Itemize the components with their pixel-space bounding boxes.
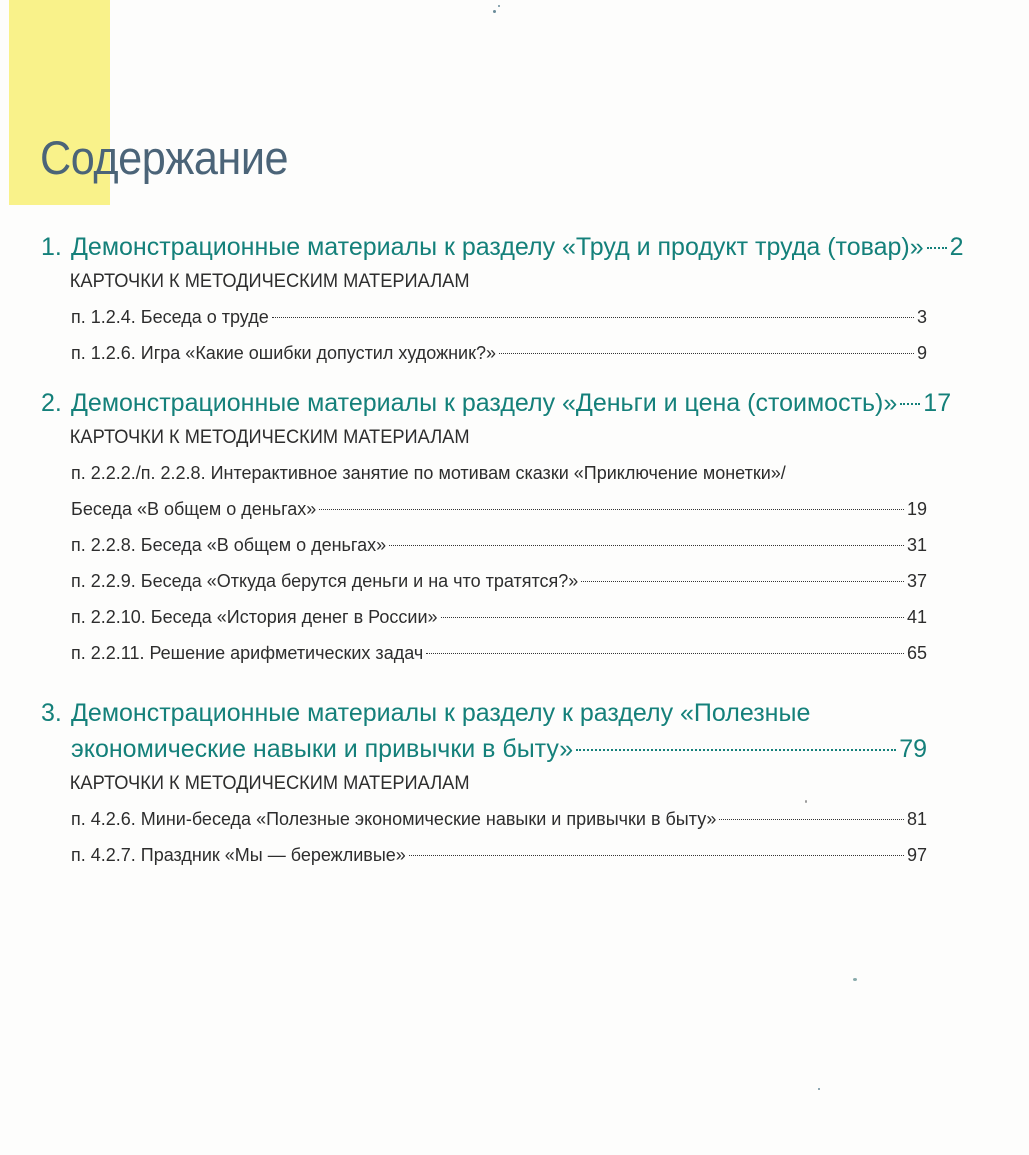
page-number: 37 xyxy=(906,571,927,591)
page-number: 97 xyxy=(906,845,927,865)
entry-title: Беседа «В общем о деньгах» xyxy=(71,499,317,519)
dot-leader xyxy=(900,403,920,405)
toc-entry[interactable] xyxy=(41,527,927,563)
toc-section-2 xyxy=(41,385,952,671)
cards-label: КАРТОЧКИ К МЕТОДИЧЕСКИМ МАТЕРИАЛАМ xyxy=(69,427,470,448)
cards-label: КАРТОЧКИ К МЕТОДИЧЕСКИМ МАТЕРИАЛАМ xyxy=(69,773,470,794)
scan-speck xyxy=(498,5,500,7)
dot-leader xyxy=(581,581,904,582)
toc-entry[interactable] xyxy=(41,635,927,671)
page-number: 9 xyxy=(916,343,927,363)
page-number: 81 xyxy=(906,809,927,829)
scan-speck xyxy=(493,10,496,13)
section-number: 2. xyxy=(41,389,62,417)
table-of-contents xyxy=(41,229,964,873)
toc-entry[interactable] xyxy=(41,801,927,837)
dot-leader xyxy=(927,247,947,249)
dot-leader xyxy=(576,749,896,751)
section-number: 3. xyxy=(41,699,62,727)
page-number: 79 xyxy=(899,735,927,763)
page-title: Содержание xyxy=(40,131,289,184)
cards-label: КАРТОЧКИ К МЕТОДИЧЕСКИМ МАТЕРИАЛАМ xyxy=(69,271,470,292)
dot-leader xyxy=(319,509,904,510)
page-number: 19 xyxy=(906,499,927,519)
entry-title: п. 2.2.11. Решение арифметических задач xyxy=(71,643,424,663)
toc-section-1 xyxy=(41,229,964,371)
dot-leader xyxy=(499,353,914,354)
dot-leader xyxy=(426,653,904,654)
section-title: Демонстрационные материалы к разделу «Деньги и цена (стоимость)» xyxy=(71,389,898,417)
toc-entry[interactable] xyxy=(41,335,927,371)
page-number: 65 xyxy=(906,643,927,663)
entry-title: п. 1.2.4. Беседа о труде xyxy=(71,307,269,327)
scan-speck xyxy=(818,1088,820,1090)
toc-entry[interactable] xyxy=(41,837,927,873)
scan-speck xyxy=(853,978,857,981)
scan-speck xyxy=(805,800,807,803)
entry-title: п. 4.2.7. Праздник «Мы — бережливые» xyxy=(71,845,406,865)
entry-title: п. 1.2.6. Игра «Какие ошибки допустил художник?» xyxy=(71,343,497,363)
dot-leader xyxy=(389,545,904,546)
section-title-line: Демонстрационные материалы к разделу к разделу «Полезные xyxy=(71,699,811,727)
section-number: 1. xyxy=(41,233,62,261)
page-number: 31 xyxy=(906,535,927,555)
section-heading[interactable] xyxy=(41,695,927,767)
entry-title: п. 2.2.10. Беседа «История денег в России» xyxy=(71,607,438,627)
toc-entry[interactable] xyxy=(41,299,927,335)
entry-title: п. 4.2.6. Мини-беседа «Полезные экономические навыки и привычки в быту» xyxy=(71,809,717,829)
toc-entry[interactable] xyxy=(41,599,927,635)
entry-title: п. 2.2.9. Беседа «Откуда берутся деньги и на что тратятся?» xyxy=(71,571,579,591)
toc-entry[interactable] xyxy=(41,563,927,599)
page-number: 2 xyxy=(949,233,964,261)
section-heading[interactable] xyxy=(41,229,964,265)
section-title: экономические навыки и привычки в быту» xyxy=(71,735,574,763)
section-title: Демонстрационные материалы к разделу «Труд и продукт труда (товар)» xyxy=(71,233,924,261)
dot-leader xyxy=(409,855,904,856)
section-heading[interactable] xyxy=(41,385,952,421)
dot-leader xyxy=(441,617,904,618)
page-number: 3 xyxy=(916,307,927,327)
dot-leader xyxy=(719,819,904,820)
toc-section-3 xyxy=(41,695,927,873)
toc-entry[interactable] xyxy=(41,455,927,527)
entry-title-line: п. 2.2.2./п. 2.2.8. Интерактивное занятие по мотивам сказки «Приключение монетки»/ xyxy=(71,463,786,483)
entry-title: п. 2.2.8. Беседа «В общем о деньгах» xyxy=(71,535,387,555)
page-number: 17 xyxy=(923,389,952,417)
page-number: 41 xyxy=(906,607,927,627)
dot-leader xyxy=(272,317,914,318)
